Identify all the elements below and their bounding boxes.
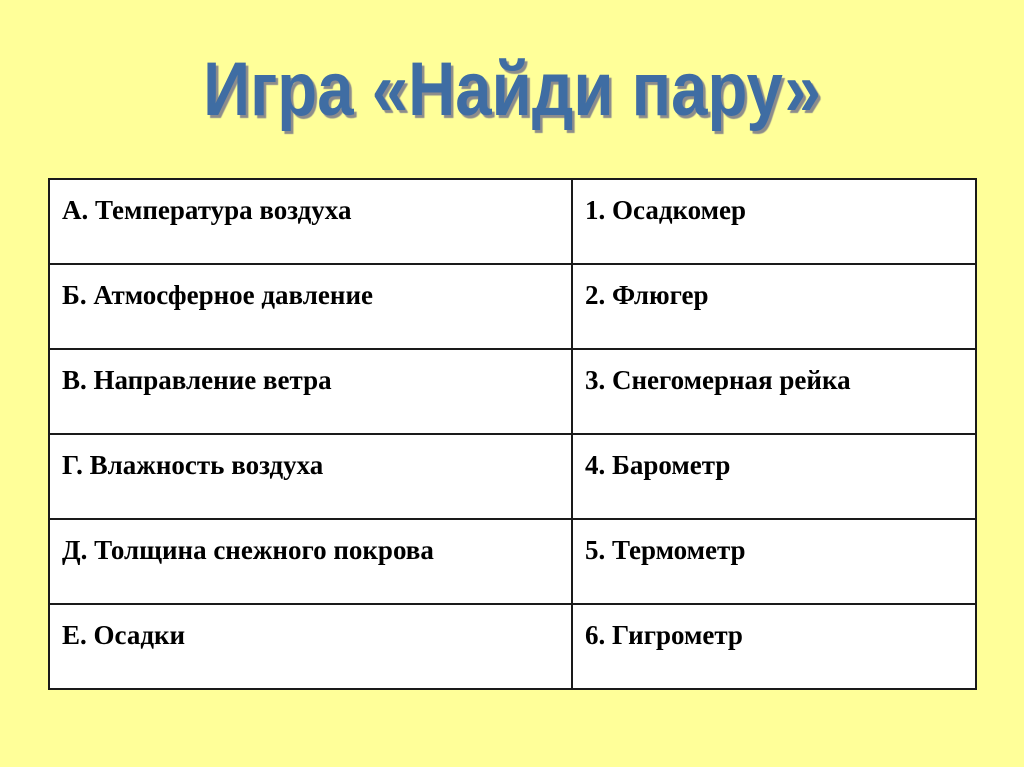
parameter-cell: Д. Толщина снежного покрова — [49, 519, 572, 604]
instrument-cell: 6. Гигрометр — [572, 604, 976, 689]
instrument-cell: 2. Флюгер — [572, 264, 976, 349]
instrument-cell: 1. Осадкомер — [572, 179, 976, 264]
table-row — [49, 179, 976, 264]
instrument-cell: 5. Термометр — [572, 519, 976, 604]
table-row — [49, 604, 976, 689]
table-row — [49, 264, 976, 349]
table-row — [49, 434, 976, 519]
parameter-cell: Б. Атмосферное давление — [49, 264, 572, 349]
parameter-cell: Е. Осадки — [49, 604, 572, 689]
matching-table — [48, 178, 977, 690]
page-title: Игра «Найди пару» — [203, 47, 821, 132]
parameter-cell: А. Температура воздуха — [49, 179, 572, 264]
table-row — [49, 349, 976, 434]
table-row — [49, 519, 976, 604]
parameter-cell: В. Направление ветра — [49, 349, 572, 434]
instrument-cell: 3. Снегомерная рейка — [572, 349, 976, 434]
instrument-cell: 4. Барометр — [572, 434, 976, 519]
parameter-cell: Г. Влажность воздуха — [49, 434, 572, 519]
